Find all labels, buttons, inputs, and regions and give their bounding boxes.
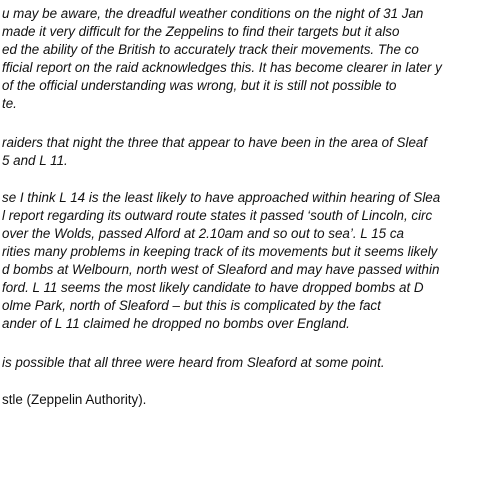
paragraph-3-line-5: d bombs at Welbourn, north west of Sleaford and may have passed within <box>2 262 440 277</box>
paragraph-3-line-6: ford. L 11 seems the most likely candidate to have dropped bombs at D <box>2 280 424 295</box>
paragraph-1-line-2: made it very difficult for the Zeppelins to find their targets but it also <box>2 24 400 39</box>
paragraph-3-line-2: l report regarding its outward route states it passed ‘south of Lincoln, circ <box>2 208 433 223</box>
paragraph-1-line-5: of the official understanding was wrong, but it is still not possible to <box>2 78 397 93</box>
paragraph-1-line-3: ed the ability of the British to accurately track their movements. The co <box>2 42 419 57</box>
signature-line: stle (Zeppelin Authority). <box>2 392 147 407</box>
paragraph-3-line-4: rities many problems in keeping track of its movements but it seems likely <box>2 244 438 259</box>
paragraph-3-line-3: over the Wolds, passed Alford at 2.10am and so out to sea’. L 15 ca <box>2 226 404 241</box>
paragraph-3-line-7: olme Park, north of Sleaford – but this is complicated by the fact <box>2 298 381 313</box>
paragraph-4-line-1: is possible that all three were heard from Sleaford at some point. <box>2 355 385 370</box>
paragraph-2-line-1: raiders that night the three that appear to have been in the area of Sleaf <box>2 135 428 150</box>
paragraph-1-line-4: fficial report on the raid acknowledges this. It has become clearer in later y <box>2 60 442 75</box>
paragraph-3-line-1: se I think L 14 is the least likely to have approached within hearing of Slea <box>2 190 441 205</box>
paragraph-1-line-1: u may be aware, the dreadful weather conditions on the night of 31 Jan <box>2 6 424 21</box>
paragraph-2-line-2: 5 and L 11. <box>2 153 68 168</box>
paragraph-3-line-8: ander of L 11 claimed he dropped no bombs over England. <box>2 316 350 331</box>
paragraph-1-line-6: te. <box>2 96 17 111</box>
